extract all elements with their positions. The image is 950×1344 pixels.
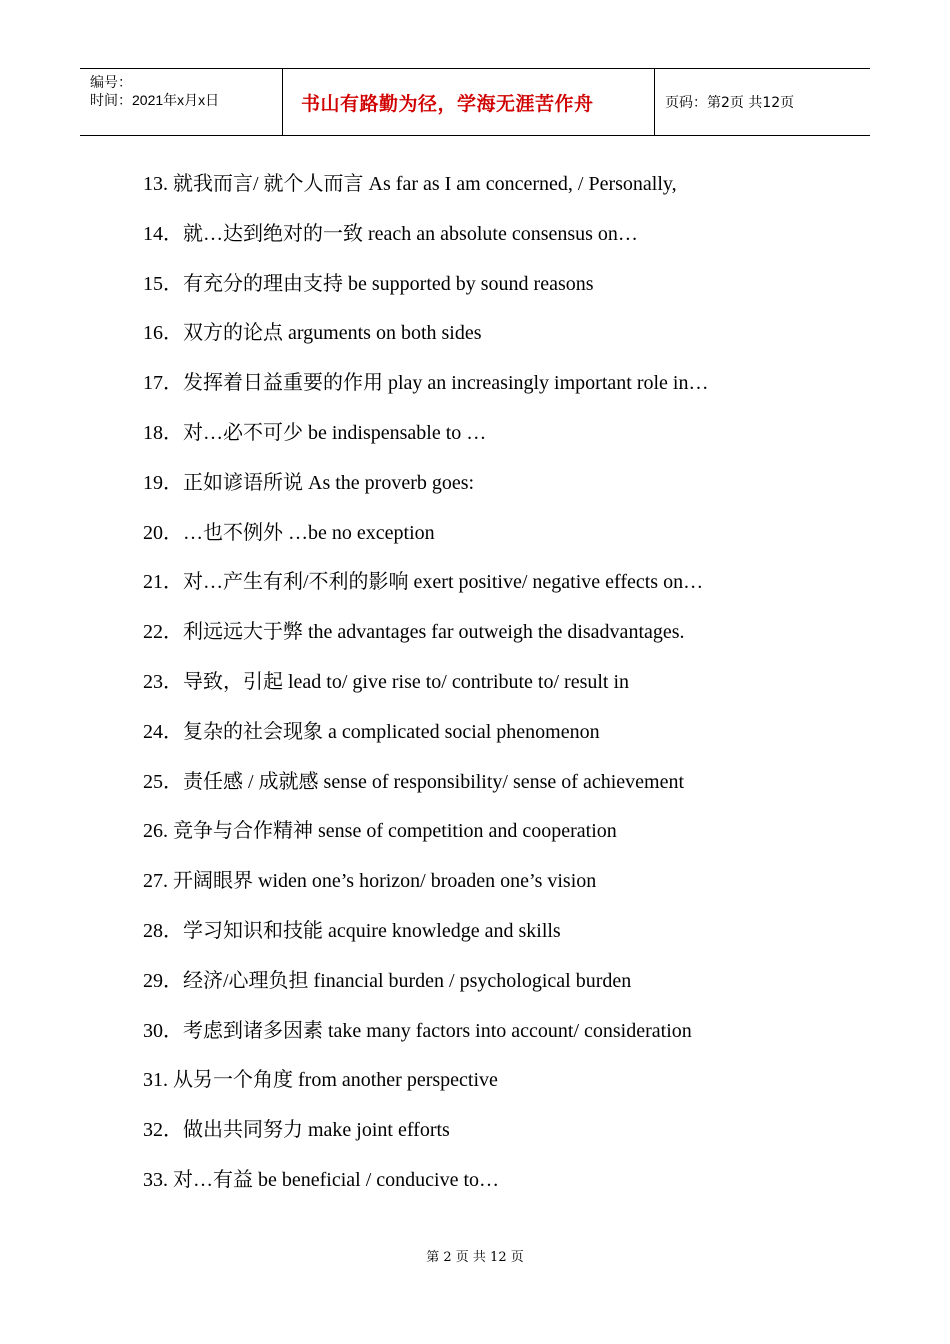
list-item: 30．考虑到诸多因素 take many factors into account/ consideration [143,1019,692,1042]
header-page-info: 页码：第2页 共12页 [665,95,795,111]
list-item: 19．正如谚语所说 As the proverb goes: [143,471,475,494]
list-item: 14．就…达到绝对的一致 reach an absolute consensus on… [143,222,638,245]
list-item: 27. 开阔眼界 widen one’s horizon/ broaden one’s vision [143,870,597,893]
page-footer: 第 2 页 共 12 页 [426,1250,524,1265]
list-item: 25．责任感 / 成就感 sense of responsibility/ sense of achievement [143,770,685,793]
list-item: 18．对…必不可少 be indispensable to … [143,421,487,444]
list-item: 17．发挥着日益重要的作用 play an increasingly important role in… [143,372,709,395]
header-number-label: 编号： [90,74,132,90]
list-item: 33. 对…有益 be beneficial / conducive to… [143,1168,500,1191]
list-item: 29．经济/心理负担 financial burden / psychological burden [143,969,632,992]
list-item: 22．利远远大于弊 the advantages far outweigh the disadvantages. [143,621,685,644]
list-item: 20．…也不例外 …be no exception [143,521,435,544]
phrase-list [143,168,843,1214]
list-item: 15．有充分的理由支持 be supported by sound reasons [143,272,594,295]
list-item: 26. 竞争与合作精神 sense of competition and cooperation [143,820,617,843]
list-item: 16．双方的论点 arguments on both sides [143,322,482,345]
list-item: 32．做出共同努力 make joint efforts [143,1119,450,1142]
list-item: 21．对…产生有利/不利的影响 exert positive/ negative effects on… [143,571,704,594]
page-header [80,68,870,136]
list-item: 28．学习知识和技能 acquire knowledge and skills [143,919,561,942]
list-item: 31. 从另一个角度 from another perspective [143,1069,498,1092]
header-time-label: 时间：2021年x月x日 [90,92,220,108]
header-motto: 书山有路勤为径，学海无涯苦作舟 [301,92,594,115]
list-item: 23．导致，引起 lead to/ give rise to/ contribute to/ result in [143,670,630,693]
header-motto-cell [282,69,655,135]
list-item: 13. 就我而言/ 就个人而言 As far as I am concerned, / Personally, [143,173,677,195]
header-info [80,69,282,135]
list-item: 24．复杂的社会现象 a complicated social phenomenon [143,720,600,743]
